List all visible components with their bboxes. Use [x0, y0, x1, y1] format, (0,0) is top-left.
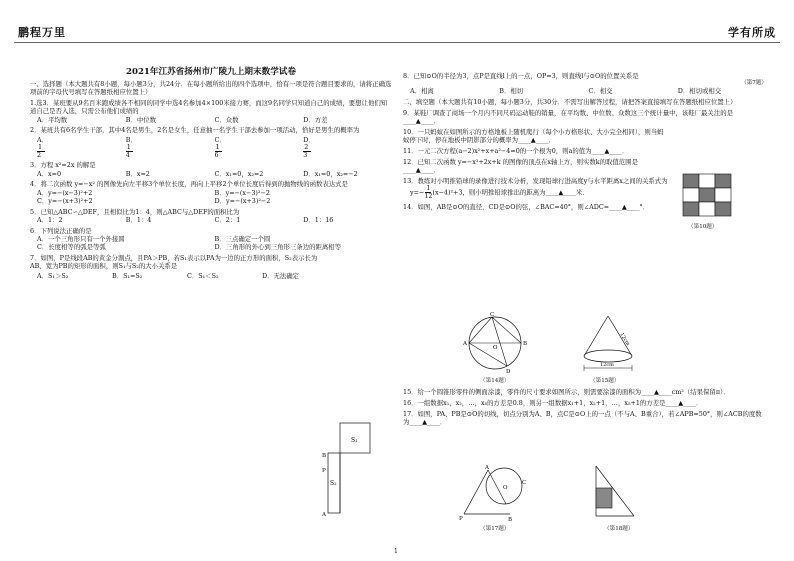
q8-option-a: A．相离 — [410, 87, 434, 96]
q6-option-b: B．三点确定一个圆 — [214, 234, 271, 243]
q14-label-a: A — [463, 341, 467, 347]
q15-slant-label: 12cm — [618, 331, 631, 347]
q6-option-c: C．长度相等的弧是等弧 — [37, 243, 106, 252]
q14-label-b: B — [523, 341, 528, 347]
q7-label-a: A — [322, 512, 326, 518]
q14-label-o: O — [493, 345, 498, 351]
q2-stem: 2．某班共有6名学生干部，其中4名是男生，2名是女生，任意抽一名学生干部去参加一项活动，恰好是男生的概率为 — [30, 126, 360, 135]
q7-options — [30, 272, 337, 280]
page-number: 1 — [394, 548, 398, 555]
exam-title: 2021年江苏省扬州市广陵九上期末数学试卷 — [125, 67, 296, 77]
q13-y: y=− — [410, 188, 425, 197]
header-right-brand: 学有所成 — [728, 26, 776, 39]
q10-caption: （第10题） — [688, 224, 718, 230]
q3-option-c: C．x₁=0，x₂=2 — [214, 169, 264, 178]
q1-option-b: B．中位数 — [125, 115, 157, 124]
q5-option-d: D．1：16 — [303, 215, 334, 224]
q14-label-d: D — [506, 369, 511, 374]
header-left-brand: 鹏程万里 — [18, 26, 66, 39]
q14-stem: 14．如图，AB是⊙O的直径，CD是⊙O的弦，∠BAC=40°，则∠ADC=____▲____°． — [403, 202, 650, 211]
section1-heading: 一、选择题（本大题共有8小题，每小题3分，共24分．在每小题所给出的四个选项中，恰有一项是符合题目要求的，请将正确选项前的字母代号填写在答题纸相应位置上） — [30, 80, 392, 97]
q7-option-a: A．S₁＞S₂ — [37, 272, 69, 281]
q7-option-c: C．S₁＜S₂ — [187, 272, 219, 281]
q8-options — [403, 87, 767, 95]
q5-option-b: B．1：4 — [125, 215, 152, 224]
q3-option-b: B．x=2 — [125, 169, 150, 178]
q7-caption: （第7题） — [741, 80, 767, 87]
q6-option-d: D．三角形的外心到三角形三条边的距离相等 — [214, 243, 342, 252]
q15-base-label: 12cm — [600, 362, 614, 368]
q4-option-b: B．y=−(x−3)²−2 — [214, 188, 270, 197]
q4-options-row2 — [30, 197, 392, 205]
q15-caption: （第15题） — [590, 378, 620, 384]
q8-option-c: C．相交 — [588, 87, 613, 96]
q5-option-c: C．2：1 — [214, 215, 241, 224]
q7-label-s2: S₂ — [330, 480, 337, 487]
q13-stem-b: (x−4)²+3，则小明推铅球推出的距离为____▲____米． — [432, 188, 589, 197]
q14-caption: （第14题） — [480, 378, 510, 384]
q4-options-row1 — [30, 189, 392, 197]
q2-frac-a: 1 2 — [37, 144, 59, 159]
header-rule — [14, 42, 780, 43]
q17-figure — [458, 462, 528, 526]
q6-stem: 6．下列说法正确的是 — [30, 226, 92, 235]
q4-option-d: D．y=−(x+3)²−2 — [214, 196, 271, 205]
q8-option-d: D．相切或相交 — [677, 87, 722, 96]
q2-option-d: D． 2 3 — [303, 136, 392, 159]
q3-stem: 3．方程 x²=2x 的解是 — [30, 161, 96, 170]
q9-stem: 9．某鞋厂调查了商场一个月内不同尺码运动鞋的销量，在平均数、中位数、众数这三个统计量中，该鞋厂最关注的是____▲____． — [403, 109, 733, 126]
q2-frac-b: 1 4 — [126, 144, 148, 159]
q13-frac: $\frac{1}{12}$ — [424, 184, 433, 200]
q1-options — [30, 116, 392, 124]
q1-option-c: C．众数 — [214, 115, 239, 124]
q1-stem: 1.选3．某班要从9名百米跑成绩各不相同的同学中选4名参加4×100米接力赛，而这9名同学只知道自己的成绩，要想让他们知道自己是否入选，只需公布他们成绩的 — [30, 99, 388, 116]
q3-options — [30, 170, 392, 178]
right-column-lower — [403, 388, 767, 429]
q13-stem-a: 13．教练对小明推铅球的录像进行技术分析，发现铅球行进高度y与水平距离x之间的关系式为 — [403, 176, 668, 185]
q11-stem: 11．一元二次方程(a−2)x²+x+a²−4=0的一个根为0，则a的值为____▲____． — [403, 147, 629, 155]
q7-figure — [318, 420, 378, 520]
q17-caption: （第17题） — [480, 526, 510, 532]
q1-option-a: A．平均数 — [37, 115, 68, 124]
q5-options — [30, 216, 392, 224]
q7-label-s1: S₁ — [351, 437, 358, 444]
q7-label-b: B — [322, 453, 327, 459]
q8-stem: 8．已知⊙O的半径为3，点P是直线l上的一点，OP=3，则直线l与⊙O的位置关系是 — [403, 72, 639, 80]
q3-option-d: D．x₁=0，x₂=−2 — [303, 169, 358, 178]
q17-label-b: B — [508, 517, 513, 523]
q18-figure — [590, 462, 640, 526]
q3-option-a: A．x=0 — [37, 169, 62, 178]
q7-label-p: P — [322, 468, 326, 474]
q14-label-c: C — [490, 312, 495, 318]
q15-stem: 15．给一个圆锥形零件的侧面涂漆，零件的尺寸要求如图所示，则需要涂漆的面积为____▲____cm²（结果保留π）． — [403, 388, 730, 396]
q17-label-o: O — [503, 485, 508, 491]
page-header — [0, 0, 794, 44]
q18-caption: （第18题） — [604, 526, 634, 532]
q17-label-c: C — [522, 480, 527, 486]
q7-option-d: D．无法确定 — [262, 272, 300, 281]
q5-stem: 5．已知△ABC∽△DEF，且相似比为1：4，则△ABC与△DEF的面积比为 — [30, 207, 240, 216]
q10-figure — [678, 172, 738, 228]
q17-label-a: A — [485, 465, 489, 471]
q17-stem: 17．如图，PA、PB是⊙O的切线，切点分别为A、B，点C是⊙O上的一点（不与A、B重合），若∠APB=50°，则∠ACB的度数为____▲____． — [403, 409, 762, 426]
q7-option-b: B．S₁=S₂ — [112, 272, 143, 281]
q2-options — [30, 136, 392, 159]
q8-option-b: B．相切 — [499, 87, 524, 96]
q2-option-b: B． 1 4 — [126, 136, 215, 159]
q10-stem: 10．一只蚂蚁在如图所示的方格地板上随机爬行（每个小方格形状、大小完全相同），则当蚂蚁停下时，停在地板中阴影部分的概率为____▲____． — [403, 128, 664, 145]
q6-options-row2 — [30, 243, 392, 251]
left-column — [30, 50, 392, 280]
q6-option-a: A．一个三角形只有一个外接圆 — [37, 234, 125, 243]
q12-stem: 12．已知二次函数 y=−x²+2x+k 的图像的顶点在x轴上方，则实数k的取值范围是____▲____． — [403, 157, 638, 174]
q7-stem: 7．如图，P是线段AB的黄金分割点，且PA＞PB，若S₁表示以PA为一边的正方形的面积，S₂表示长为AB、宽为PB的矩形的面积，则S₁与S₂的大小关系是 — [30, 253, 318, 271]
q18-shaded-rect — [596, 488, 612, 508]
q2-option-c: C． 1 6 — [215, 136, 304, 159]
q2-frac-c: 1 6 — [215, 144, 237, 159]
q1-option-d: D．方差 — [303, 115, 328, 124]
q2-option-a: A． 1 2 — [37, 136, 126, 159]
q15-cone-base — [584, 350, 632, 362]
q16-stem: 16．一组数据x₁，x₂，…，x₅的方差是0.8，则另一组数据x₁+1，x₂+1，…，x₅+1的方差是____▲____． — [403, 398, 703, 407]
q14-figure — [462, 312, 528, 374]
q4-option-a: A．y=−(x−3)²+2 — [37, 188, 93, 197]
section2-heading: 二、填空题（本大题共有10小题，每小题3分，共30分．不需写出解答过程，请把答案直接填写在答题纸相应位置上） — [403, 98, 737, 107]
q4-stem: 4．将二次函数 y=−x² 的图像先向左平移3个单位长度，再向上平移2个单位长度后得到的抛物线的函数表达式是 — [30, 180, 348, 189]
q4-option-c: C．y=−(x+3)²+2 — [37, 196, 93, 205]
q15-figure — [576, 312, 640, 374]
q2-frac-d: 2 3 — [303, 144, 325, 159]
q5-option-a: A．1：2 — [37, 215, 63, 224]
q6-options-row1 — [30, 235, 392, 243]
q17-label-p: P — [459, 516, 463, 522]
